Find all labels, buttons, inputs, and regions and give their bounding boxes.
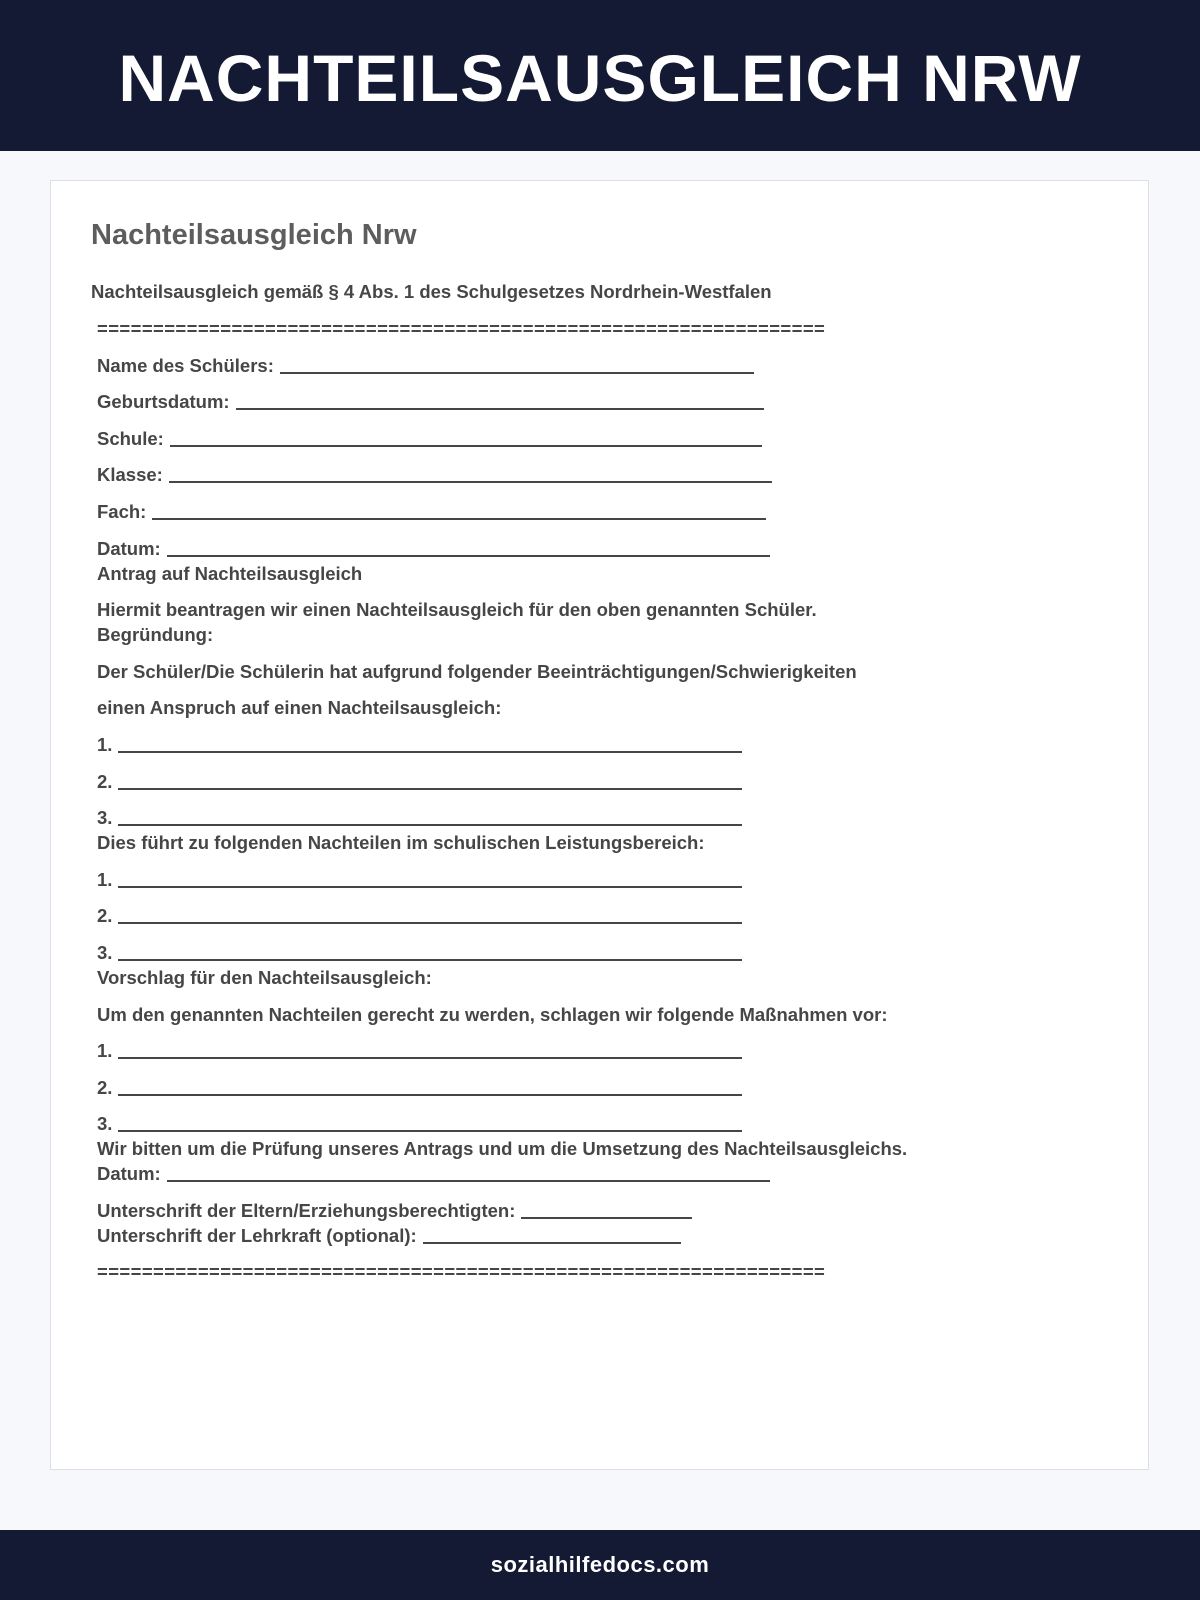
measure-item-3-field[interactable]: [118, 1113, 742, 1132]
class-row: [97, 464, 1097, 501]
disadvantage-item-3-label: 3.: [97, 941, 113, 963]
impairment-item-3-label: 3.: [97, 807, 113, 829]
closing-date-row: [97, 1163, 1097, 1200]
impairment-item-1: [97, 734, 1097, 771]
measure-item-1-field[interactable]: [118, 1040, 742, 1059]
school-label: Schule:: [97, 427, 164, 449]
signature-parents-row: [97, 1200, 1097, 1225]
footer-banner: [0, 1530, 1200, 1600]
birth-date-field[interactable]: [236, 391, 764, 410]
measure-item-1: [97, 1040, 1097, 1077]
class-field[interactable]: [169, 464, 772, 483]
proposal-heading: Vorschlag für den Nachteilsausgleich:: [97, 966, 432, 988]
document-subtitle: Nachteilsausgleich gemäß § 4 Abs. 1 des Schulgesetzes Nordrhein-Westfalen: [91, 281, 772, 302]
impairment-item-2: [97, 771, 1097, 808]
subject-field[interactable]: [152, 501, 766, 520]
impairment-item-2-field[interactable]: [118, 771, 742, 790]
reason-label: Begründung:: [97, 624, 214, 646]
school-field[interactable]: [170, 428, 762, 447]
birth-date-row: [97, 391, 1097, 428]
impairment-item-3-field[interactable]: [118, 807, 742, 826]
disadvantage-item-1-field[interactable]: [118, 869, 742, 888]
disadvantage-item-2-label: 2.: [97, 905, 113, 927]
measure-item-2-label: 2.: [97, 1076, 113, 1098]
separator-bottom: =================================================================: [97, 1261, 826, 1283]
disadvantage-item-1-label: 1.: [97, 868, 113, 890]
student-name-field[interactable]: [280, 355, 754, 374]
disadvantage-item-3-field[interactable]: [118, 942, 742, 961]
reason-text-line-1: Der Schüler/Die Schülerin hat aufgrund folgender Beeinträchtigungen/Schwierigkeiten: [97, 660, 857, 682]
impairment-item-1-field[interactable]: [118, 734, 742, 753]
header-title: NACHTEILSAUSGLEICH NRW: [118, 40, 1082, 115]
student-name-row: [97, 355, 1097, 392]
disadvantage-item-1: [97, 869, 1097, 906]
student-name-label: Name des Schülers:: [97, 354, 274, 376]
date-label: Datum:: [97, 537, 161, 559]
signature-parents-label: Unterschrift der Eltern/Erziehungsberechtigten:: [97, 1199, 516, 1221]
birth-date-label: Geburtsdatum:: [97, 391, 230, 413]
measure-item-2-field[interactable]: [118, 1077, 742, 1096]
request-text: Hiermit beantragen wir einen Nachteilsausgleich für den oben genannten Schüler.: [97, 599, 817, 621]
measure-item-3-label: 3.: [97, 1113, 113, 1135]
impairment-item-2-label: 2.: [97, 770, 113, 792]
date-row: [97, 538, 1097, 563]
document-card: [50, 180, 1149, 1470]
signature-teacher-field[interactable]: [423, 1225, 681, 1244]
closing-date-label: Datum:: [97, 1163, 161, 1185]
measure-item-1-label: 1.: [97, 1040, 113, 1062]
date-field[interactable]: [167, 538, 770, 557]
closing-date-field[interactable]: [167, 1163, 770, 1182]
disadvantage-item-2-field[interactable]: [118, 905, 742, 924]
school-row: [97, 428, 1097, 465]
signature-teacher-row: [97, 1225, 1097, 1262]
header-banner: [0, 0, 1200, 151]
measure-item-3: [97, 1113, 1097, 1138]
subject-row: [97, 501, 1097, 538]
form-body: [97, 318, 1097, 1298]
disadvantage-item-3: [97, 942, 1097, 967]
disadvantages-text: Dies führt zu folgenden Nachteilen im schulischen Leistungsbereich:: [97, 832, 705, 854]
proposal-text: Um den genannten Nachteilen gerecht zu werden, schlagen wir folgende Maßnahmen vor:: [97, 1003, 888, 1025]
footer-site-link[interactable]: sozialhilfedocs.com: [490, 1552, 710, 1577]
impairment-item-1-label: 1.: [97, 733, 113, 755]
request-heading: Antrag auf Nachteilsausgleich: [97, 562, 363, 584]
measure-item-2: [97, 1077, 1097, 1114]
signature-parents-field[interactable]: [521, 1200, 692, 1219]
separator-top: =================================================================: [97, 318, 826, 339]
document-title: Nachteilsausgleich Nrw: [91, 219, 417, 251]
impairment-item-3: [97, 807, 1097, 832]
disadvantage-item-2: [97, 905, 1097, 942]
class-label: Klasse:: [97, 464, 163, 486]
closing-text: Wir bitten um die Prüfung unseres Antrags und um die Umsetzung des Nachteilsausgleichs.: [97, 1138, 908, 1160]
reason-text-line-2: einen Anspruch auf einen Nachteilsausgleich:: [97, 697, 502, 719]
signature-teacher-label: Unterschrift der Lehrkraft (optional):: [97, 1224, 417, 1246]
subject-label: Fach:: [97, 500, 147, 522]
